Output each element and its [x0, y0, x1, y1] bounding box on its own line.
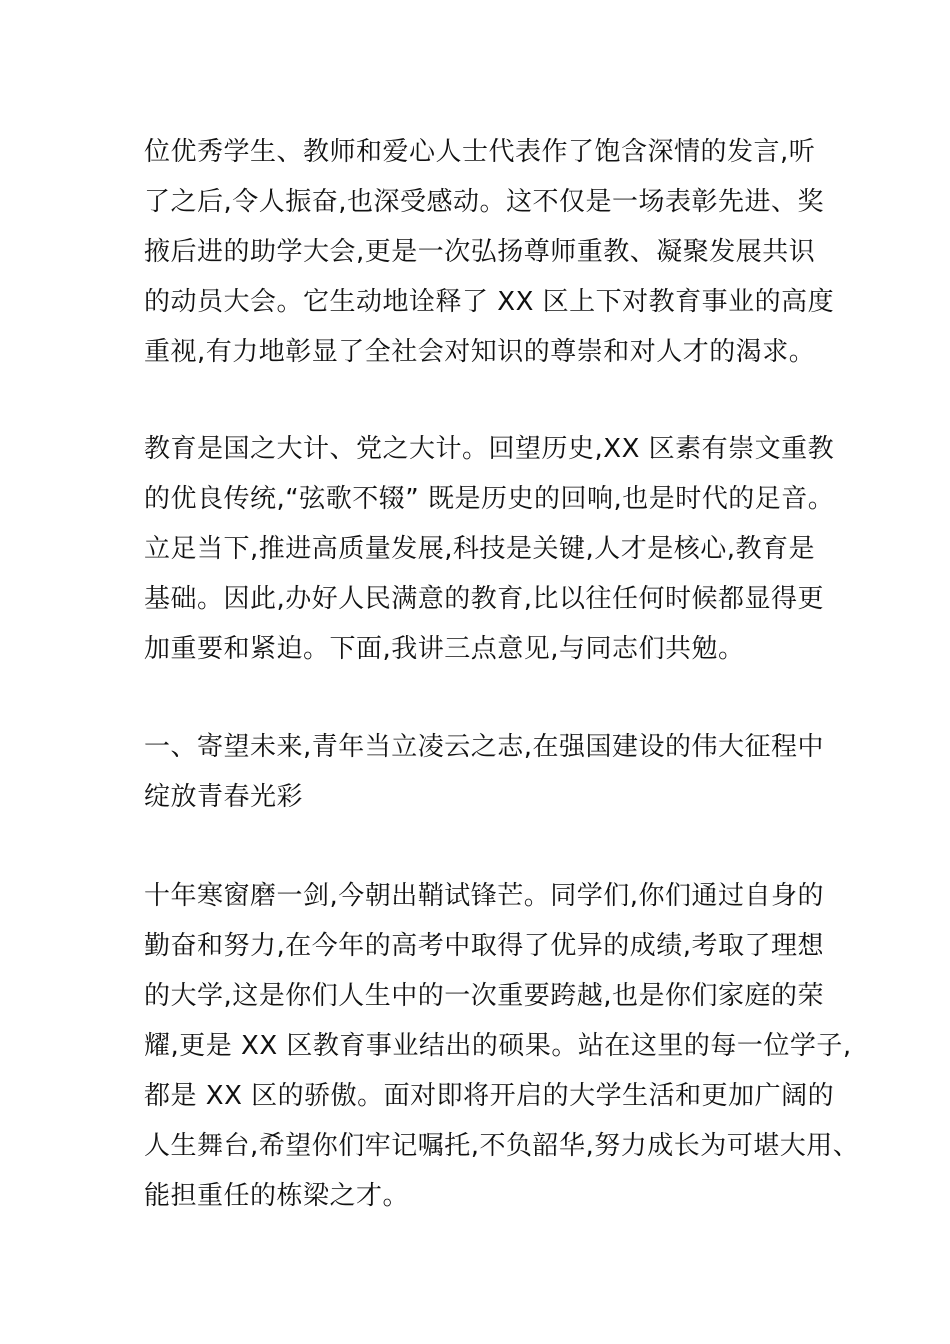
text-line: 勤奋和努力,在今年的高考中取得了优异的成绩,考取了理想 [144, 931, 825, 961]
text-line: 重视,有力地彰显了全社会对知识的尊崇和对人才的渴求。 [144, 337, 816, 367]
text-line: 都是 XX 区的骄傲。面对即将开启的大学生活和更加广阔的 [144, 1081, 835, 1111]
text-line: 基础。因此,办好人民满意的教育,比以往任何时候都显得更 [144, 584, 825, 614]
text-line: 十年寒窗磨一剑,今朝出鞘试锋芒。同学们,你们通过自身的 [144, 881, 825, 911]
text-line: 的动员大会。它生动地诠释了 XX 区上下对教育事业的高度 [144, 287, 835, 317]
section-heading-one [144, 722, 825, 822]
text-line: 能担重任的栋梁之才。 [144, 1181, 410, 1211]
text-line: 耀,更是 XX 区教育事业结出的硕果。站在这里的每一位学子, [144, 1031, 852, 1061]
text-line: 的优良传统,“弦歌不辍” 既是历史的回响,也是时代的足音。 [144, 484, 835, 514]
text-line: 立足当下,推进高质量发展,科技是关键,人才是核心,教育是 [144, 534, 816, 564]
text-line: 一、寄望未来,青年当立凌云之志,在强国建设的伟大征程中 [144, 732, 825, 762]
text-line: 位优秀学生、教师和爱心人士代表作了饱含深情的发言,听 [144, 137, 816, 167]
text-line: 的大学,这是你们人生中的一次重要跨越,也是你们家庭的荣 [144, 981, 825, 1011]
paragraph-speech-intro [144, 127, 835, 377]
paragraph-students-message [144, 871, 860, 1221]
text-line: 掖后进的助学大会,更是一次弘扬尊师重教、凝聚发展共识 [144, 237, 816, 267]
text-line: 人生舞台,希望你们牢记嘱托,不负韶华,努力成长为可堪大用、 [144, 1131, 860, 1161]
text-line: 教育是国之大计、党之大计。回望历史,XX 区素有崇文重教 [144, 434, 835, 464]
paragraph-education-importance [144, 424, 835, 674]
text-line: 加重要和紧迫。下面,我讲三点意见,与同志们共勉。 [144, 634, 745, 664]
text-line: 绽放青春光彩 [144, 782, 304, 812]
text-line: 了之后,令人振奋,也深受感动。这不仅是一场表彰先进、奖 [144, 187, 825, 217]
